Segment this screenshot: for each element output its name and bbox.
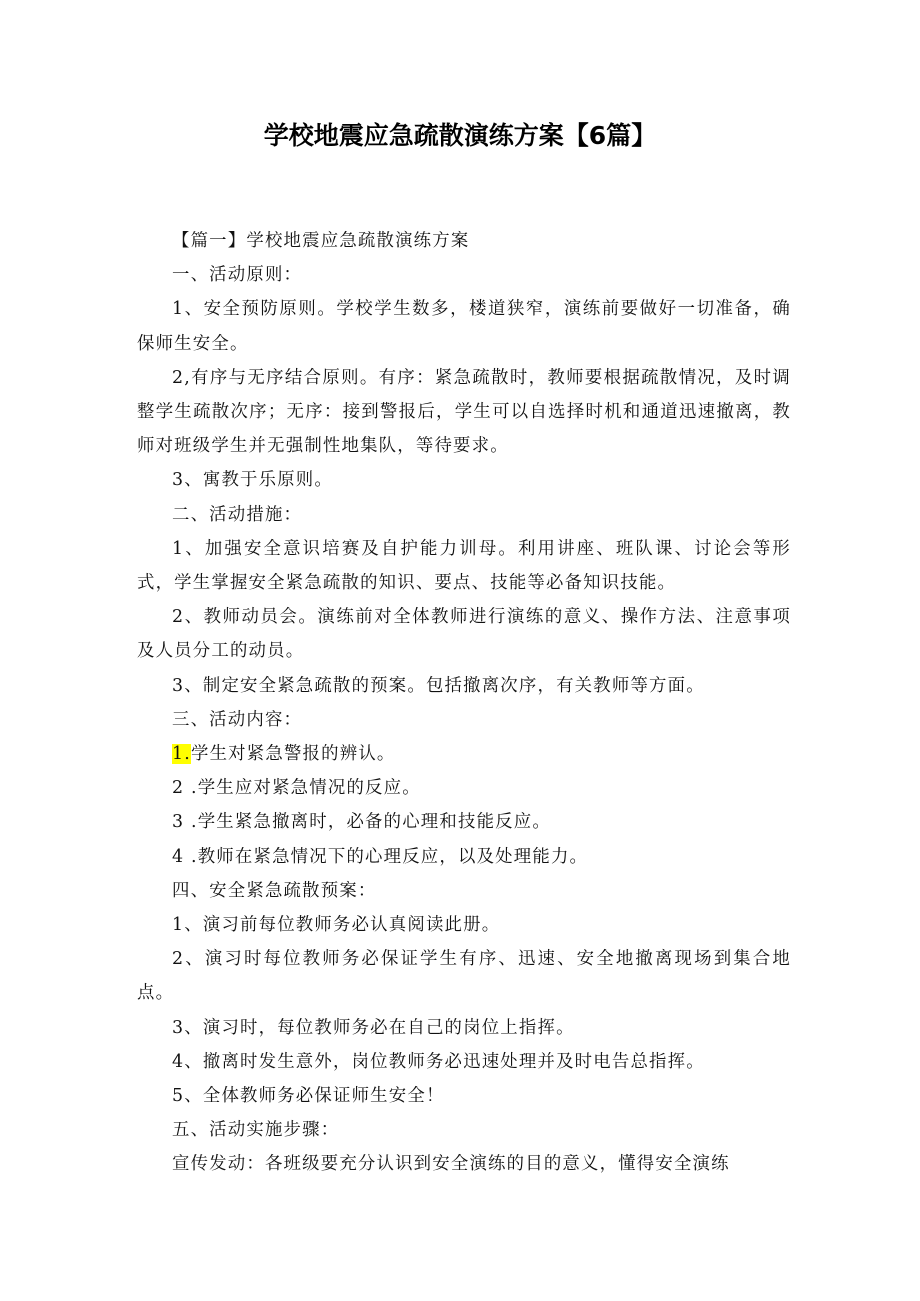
paragraph: 5、全体教师务必保证师生安全！	[172, 1086, 445, 1107]
highlighted-number: 1.	[172, 744, 191, 765]
paragraph: 2,有序与无序结合原则。有序：紧急疏散时，教师要根据疏散情况，及时调整学生疏散次序；无序：接到警报后，学生可以自选择时机和通道迅速撤离，教师对班级学生并无强制性地集队，等待要求。	[137, 367, 791, 457]
paragraph: 4、撤离时发生意外，岗位教师务必迅速处理并及时电告总指挥。	[172, 1051, 705, 1072]
highlighted-list-item	[137, 737, 791, 771]
paragraph: 四、安全紧急疏散预案：	[172, 880, 377, 901]
section-heading: 【篇一】学校地震应急疏散演练方案	[172, 231, 470, 251]
paragraph: 2、演习时每位教师务必保证学生有序、迅速、安全地撤离现场到集合地点。	[137, 949, 791, 1004]
paragraph: 1、安全预防原则。学校学生数多，楼道狭窄，演练前要做好一切准备，确保师生安全。	[137, 299, 791, 354]
paragraph: 三、活动内容：	[172, 709, 303, 730]
paragraph: 3、寓教于乐原则。	[172, 470, 333, 491]
paragraph: 二、活动措施：	[172, 504, 303, 525]
paragraph: 4 .教师在紧急情况下的心理反应，以及处理能力。	[172, 846, 589, 867]
paragraph: 1、演习前每位教师务必认真阅读此册。	[172, 915, 501, 936]
paragraph: 2、教师动员会。演练前对全体教师进行演练的意义、操作方法、注意事项及人员分工的动员。	[137, 607, 791, 662]
document-title: 学校地震应急疏散演练方案【6篇】	[263, 121, 657, 150]
highlighted-item-text: 学生对紧急警报的辨认。	[191, 744, 396, 765]
paragraph: 2 .学生应对紧急情况的反应。	[172, 778, 421, 799]
paragraph: 1、加强安全意识培赛及自护能力训母。利用讲座、班队课、讨论会等形式，学生掌握安全紧急疏散的知识、要点、技能等必备知识技能。	[137, 538, 791, 594]
paragraph: 3 .学生紧急撤离时，必备的心理和技能反应。	[172, 812, 551, 833]
paragraph: 3、演习时，每位教师务必在自己的岗位上指挥。	[172, 1017, 575, 1038]
document-body	[137, 224, 791, 1182]
paragraph: 宣传发动：各班级要充分认识到安全演练的目的意义，懂得安全演练	[172, 1154, 730, 1175]
paragraph: 3、制定安全紧急疏散的预案。包括撤离次序，有关教师等方面。	[172, 675, 705, 696]
paragraph: 一、活动原则：	[172, 265, 303, 286]
paragraph: 五、活动实施步骤：	[172, 1120, 340, 1141]
